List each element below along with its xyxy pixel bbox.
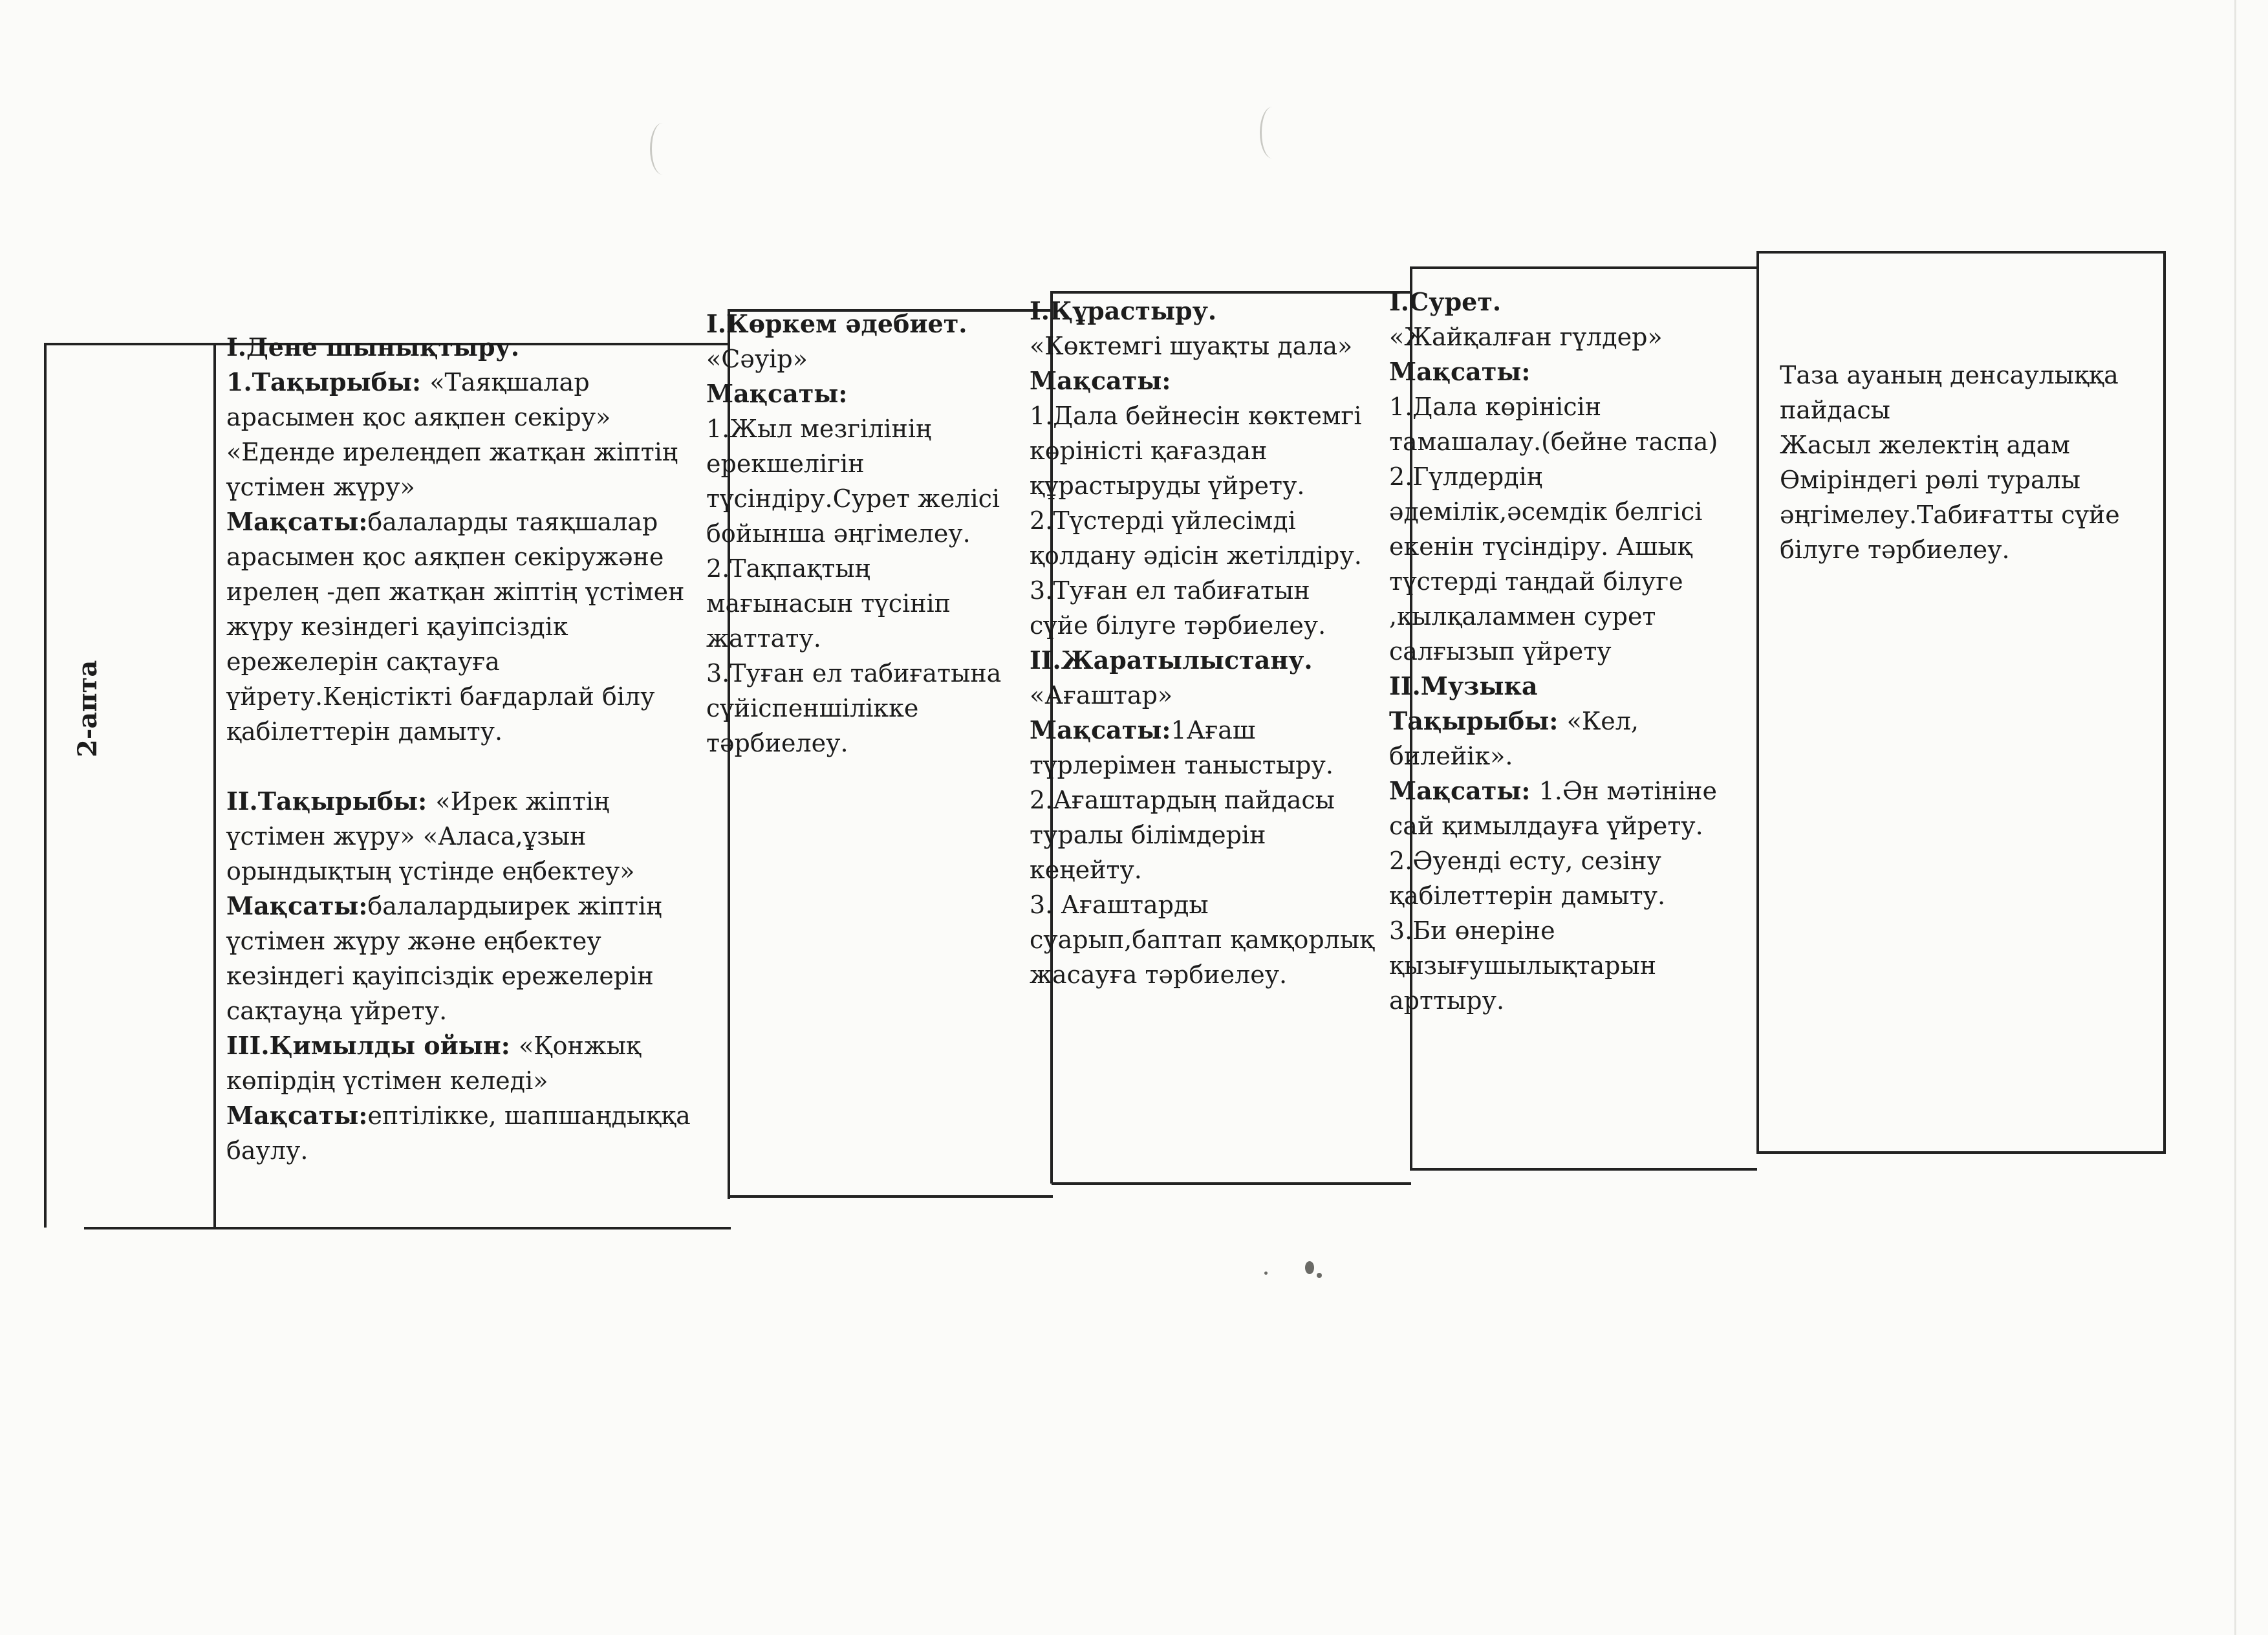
table-border-bottom [1052,1182,1411,1185]
text-line [706,446,1042,481]
punch-mark-left [650,123,675,175]
text-run: «Ағаштар» [1030,681,1173,709]
text-line [1030,748,1405,783]
text-line [1389,389,1751,424]
text-line [226,889,724,924]
text-line [1030,329,1405,363]
text-run: 1.Ән мәтініне [1539,777,1717,805]
text-run: билейік». [1389,742,1513,770]
text-run: ,қылқаламмен сурет [1389,602,1656,631]
scan-speck [1317,1273,1322,1278]
text-run: орындықтың үстінде еңбектеу» [226,857,635,885]
text-run: арттыру. [1389,986,1505,1015]
text-run: 3. Ағаштарды [1030,891,1209,919]
table-border-bottom [729,1195,1053,1198]
text-line [1030,468,1405,503]
text-line [706,691,1042,726]
text-run: үстімен жүру» [226,473,415,501]
text-line [1780,358,2155,393]
text-run: «Қонжық [518,1032,642,1060]
text-line [706,341,1042,376]
text-line [1389,878,1751,913]
text-line [1030,503,1405,538]
text-line [1389,739,1751,774]
text-run: білуге тәрбиелеу. [1780,536,2010,564]
text-run: қабілеттерін дамыту. [1389,882,1666,910]
text-line [226,365,724,400]
text-run: жасауға тәрбиелеу. [1030,960,1288,989]
text-run: ирелең -деп жатқан жіптің үстімен [226,578,685,606]
bold-label: ІІ.Тақырыбы: [226,786,436,816]
text-run: кезіндегі қауіпсіздік ережелерін [226,962,654,990]
text-line [1389,843,1751,878]
text-run: «Еденде ирелеңдеп жатқан жіптің [226,438,678,466]
text-line [1389,808,1751,843]
text-run: арасымен қос аяқпен секіружәне [226,543,664,571]
text-run: үстімен жүру және еңбектеу [226,927,601,955]
text-run: 1Ағаш [1171,716,1256,744]
text-line [226,749,724,784]
text-line [1030,957,1405,992]
text-run: түрлерімен таныстыру. [1030,751,1334,779]
bold-label: І.Сурет. [1389,287,1502,316]
text-run: түстерді таңдай білуге [1389,567,1683,596]
text-line [1030,573,1405,608]
text-line [706,516,1042,551]
text-run: екенін түсіндіру. Ашық [1389,532,1692,561]
text-run: әдемілік,әсемдік белгісі [1389,497,1703,526]
bold-label: Мақсаты: [1389,357,1531,386]
bold-label: Мақсаты: [226,507,368,536]
text-run: арасымен қос аяқпен секіру» [226,403,611,431]
text-line [1030,678,1405,713]
text-line [1030,608,1405,643]
text-line [1389,599,1751,634]
text-line [706,656,1042,691]
table-border-bottom [1757,1151,2166,1154]
table-border-bottom [1411,1168,1757,1171]
text-line [1389,564,1751,599]
text-line [226,539,724,574]
text-run: сай қимылдауға үйрету. [1389,812,1703,840]
text-line [1030,363,1405,398]
week-label: 2-апта [72,660,103,757]
text-line [706,307,1042,341]
text-run: ережелерін сақтауға [226,647,500,676]
text-line [1389,913,1751,948]
text-run: тәрбиелеу. [706,729,848,757]
text-line [1389,669,1751,704]
text-run: қызығушылықтарын [1389,951,1657,980]
text-line [1389,459,1751,494]
text-run: жаттату. [706,624,821,653]
text-line [1030,538,1405,573]
text-run: қабілеттерін дамыту. [226,717,503,746]
text-line [1030,643,1405,678]
text-run: көпірдің үстімен келеді» [226,1067,548,1095]
text-line [226,400,724,435]
text-line [226,1098,724,1133]
text-run: 2.Түстерді үйлесімді [1030,506,1296,535]
text-run: 3.Туған ел табиғатын [1030,576,1310,605]
punch-mark-right [1260,107,1285,158]
text-line [226,784,724,819]
table-border-right [2163,251,2166,1154]
bold-label: Мақсаты: [1030,715,1171,744]
scan-speck [1264,1272,1268,1275]
text-run: үстімен жүру» «Аласа,ұзын [226,822,587,850]
text-line [1030,817,1405,852]
table-border-left [44,343,47,1228]
text-line [1389,424,1751,459]
text-line [1030,922,1405,957]
text-line [226,1028,724,1063]
bold-label: Мақсаты: [1030,366,1171,395]
text-line [226,609,724,644]
text-run: «Жайқалған гүлдер» [1389,323,1663,351]
bold-label: ІІІ.Қимылды ойын: [226,1031,519,1060]
text-line [706,411,1042,446]
table-border-top [1411,266,1757,269]
text-line [1780,428,2155,462]
text-line [1389,529,1751,564]
text-run: 1.Дала бейнесін көктемгі [1030,402,1362,430]
text-line [1030,433,1405,468]
text-line [706,621,1042,656]
cell-taza-aua [1780,358,2155,567]
scan-speck [1305,1261,1314,1274]
text-line [1030,294,1405,329]
bold-label: І.Көркем әдебиет. [706,309,967,338]
bold-label: Тақырыбы: [1389,706,1567,735]
text-line [226,470,724,504]
text-line [226,854,724,889]
text-run: 1.Дала көрінісін [1389,393,1602,421]
text-run: 2.Әуенді есту, сезіну [1389,847,1661,875]
text-run: сақтауңа үйрету. [226,997,448,1025]
text-line [1030,887,1405,922]
bold-label: 1.Тақырыбы: [226,367,430,396]
text-run: мағынасын түсініп [706,589,951,618]
bold-label: ІІ.Жаратылыстану. [1030,645,1313,675]
text-line [226,574,724,609]
text-line [706,726,1042,761]
text-line [226,330,724,365]
text-run: туралы білімдерін [1030,821,1266,849]
text-line [1780,393,2155,428]
text-run: 2.Ағаштардың пайдасы [1030,786,1335,814]
column-divider [213,343,216,1228]
text-line [1030,713,1405,748]
text-run: ептілікке, шапшаңдыққа [367,1101,691,1130]
bold-label: ІІ.Музыка [1389,671,1538,700]
text-run: құрастыруды үйрету. [1030,471,1305,500]
text-run: тамашалау.(бейне таспа) [1389,428,1718,456]
text-run: 2.Гүлдердің [1389,462,1543,491]
text-run: Өміріндегі рөлі туралы [1780,466,2081,494]
column-divider [1756,251,1759,1154]
text-line [1389,948,1751,983]
text-run: әңгімелеу.Табиғатты сүйе [1780,501,2120,529]
text-line [706,481,1042,516]
text-run: Таза ауаның денсаулыққа [1780,361,2119,389]
text-run: «Көктемгі шуақты дала» [1030,332,1353,360]
text-line [1780,497,2155,532]
text-run: балаларды таяқшалар [367,508,658,536]
cell-qurastyru [1030,294,1405,992]
text-run: «Кел, [1566,707,1639,735]
text-run: түсіндіру.Сурет желісі [706,484,1000,513]
text-line [1389,319,1751,354]
table-border-top [1757,251,2165,254]
text-line [226,993,724,1028]
text-line [226,679,724,714]
text-line [226,924,724,958]
text-line [706,551,1042,586]
text-line [226,504,724,539]
text-line [1030,852,1405,887]
text-line [1389,704,1751,739]
text-line [226,1133,724,1168]
bold-label: І.Құрастыру. [1030,296,1217,325]
text-run: көріністі қағаздан [1030,437,1268,465]
cell-suret-muzyka [1389,285,1751,1018]
text-run: суарып,баптап қамқорлық [1030,926,1375,954]
bold-label: Мақсаты: [226,891,368,920]
text-run: 3.Туған ел табиғатына [706,659,1002,688]
text-run: баулу. [226,1136,308,1165]
text-line [1389,774,1751,808]
text-line [226,714,724,749]
text-run: жүру кезіндегі қауіпсіздік [226,612,568,641]
bold-label: Мақсаты: [1389,776,1539,805]
text-line [1389,354,1751,389]
cell-korkem-adebiet [706,307,1042,761]
text-line [1389,494,1751,529]
bold-label: Мақсаты: [226,1101,368,1130]
text-run: 1.Жыл мезгілінің [706,415,932,443]
text-line [1389,634,1751,669]
text-run: балалардыирек жіптің [367,892,662,920]
text-line [1389,285,1751,319]
text-run: 2.Тақпақтың [706,554,870,583]
text-run: Жасыл желектің адам [1780,431,2070,459]
text-line [226,1063,724,1098]
text-run: кеңейту. [1030,856,1142,884]
text-run: пайдасы [1780,396,1890,424]
text-run: сүйе білуге тәрбиелеу. [1030,611,1326,640]
text-run: «Таяқшалар [429,368,590,396]
text-run: «Ирек жіптің [435,787,610,816]
text-run: сүйіспеншілікке [706,694,919,722]
text-run: үйрету.Кеңістікті бағдарлай білу [226,682,655,711]
text-run: қолдану әдісін жетілдіру. [1030,541,1362,570]
bold-label: Мақсаты: [706,379,848,408]
cell-dene-shynyqtyru [226,330,724,1168]
page-edge [2234,0,2236,1635]
text-line [706,586,1042,621]
text-line [1389,983,1751,1018]
text-run: салғызып үйрету [1389,637,1612,666]
text-line [226,644,724,679]
bold-label: І.Дене шынықтыру. [226,332,520,362]
text-run: ерекшелігін [706,449,865,478]
text-line [226,819,724,854]
text-line [1030,398,1405,433]
table-border-bottom [84,1227,731,1229]
text-line [1780,462,2155,497]
text-line [1780,532,2155,567]
text-line [706,376,1042,411]
text-line [226,435,724,470]
text-run: 3.Би өнеріне [1389,916,1555,945]
text-line [226,958,724,993]
text-run: бойынша әңгімелеу. [706,519,971,548]
text-run: «Сәуір» [706,345,808,373]
text-line [1030,783,1405,817]
